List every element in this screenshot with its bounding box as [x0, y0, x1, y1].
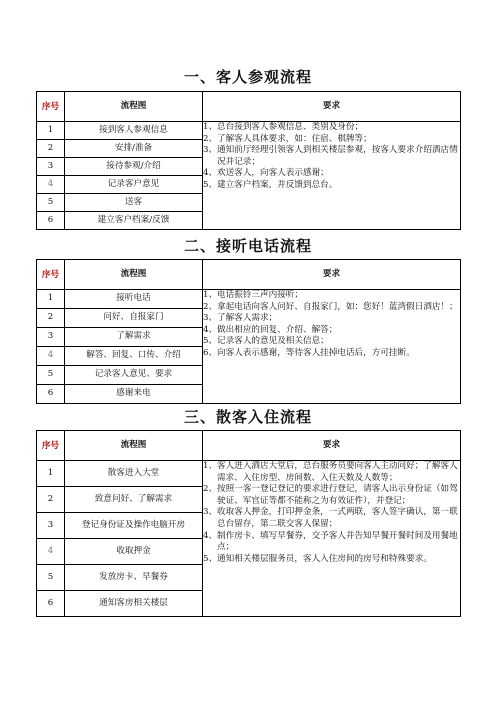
step-number: 3 [37, 158, 65, 176]
step-number: 2 [37, 309, 65, 328]
step-label: 了解需求 [65, 328, 203, 347]
requirement-item: 5、通知相关楼层服务员，客人入住房间的房号和特殊要求。 [203, 553, 432, 564]
checkin-flow-table [36, 430, 461, 617]
step-number: 6 [37, 385, 65, 404]
step-label: 记录客人意见、要求 [65, 366, 203, 385]
step-label: 收取押金 [65, 539, 203, 565]
header-flow: 流程图 [65, 431, 203, 461]
step-label: 通知客房相关楼层 [65, 591, 203, 617]
step-number: 1 [37, 290, 65, 309]
requirement-item: 4、做出相应的回复、介绍、解答； [203, 324, 338, 335]
step-label: 接听电话 [65, 290, 203, 309]
step-label: 致意问好、了解需求 [65, 487, 203, 513]
step-number: 6 [37, 212, 65, 230]
requirement-item: 3、了解客人需求； [203, 313, 278, 324]
step-label: 解答、回复、口传、介绍 [65, 347, 203, 366]
step-label: 发放房卡、早餐券 [65, 565, 203, 591]
header-req: 要求 [203, 260, 461, 290]
step-label: 问好、自报家门 [65, 309, 203, 328]
requirement-item: 2、了解客人具体要求，如：住宿、棋牌等； [203, 133, 372, 144]
requirement-item: 5、建立客户档案，并反馈到总台。 [203, 179, 338, 190]
section-title-phone: 二、接听电话流程 [183, 237, 312, 255]
requirements-cell [203, 290, 461, 404]
requirements-cell [203, 461, 461, 617]
header-flow: 流程图 [65, 92, 203, 122]
step-number: 6 [37, 591, 65, 617]
step-label: 送客 [65, 194, 203, 212]
requirements-cell [203, 122, 461, 230]
requirement-item: 1、电话振铃三声内接听； [203, 290, 303, 300]
requirement-item: 4、欢送客人，向客人表示感谢； [203, 168, 329, 179]
requirement-item: 3、通知前厅经理引领客人到相关楼层参观，按客人要求介绍酒店情况并记录； [203, 145, 458, 167]
requirement-item: 2、按照一客一登记登记的要求进行登记，请客人出示身份证（如驾驶证、军官证等都不能称之为有效证件），并登记； [203, 484, 458, 506]
requirement-item: 1、客人进入酒店大堂后，总台服务员要向客人主动问好；了解客人需求、入住房型、房间数、入住天数及人数等； [203, 461, 458, 483]
step-number: 5 [37, 366, 65, 385]
step-label: 建立客户档案/反馈 [65, 212, 203, 230]
section-title-visit: 一、客人参观流程 [183, 68, 312, 86]
header-flow: 流程图 [65, 260, 203, 290]
step-label: 安排/准备 [65, 140, 203, 158]
requirement-item: 5、记录客人的意见及相关信息； [203, 336, 329, 347]
step-number: 3 [37, 328, 65, 347]
step-label: 记录客户意见 [65, 176, 203, 194]
step-number: 5 [37, 194, 65, 212]
phone-flow-table [36, 259, 461, 404]
header-req: 要求 [203, 431, 461, 461]
requirement-item: 1、总台接到客人参观信息、类别及身份； [203, 122, 364, 132]
step-number: 1 [37, 461, 65, 487]
requirement-item: 6、向客人表示感谢，等待客人挂掉电话后，方可挂断。 [203, 347, 415, 358]
step-label: 散客进入大堂 [65, 461, 203, 487]
step-number: 4 [37, 539, 65, 565]
step-number: 1 [37, 122, 65, 140]
visit-flow-table [36, 91, 461, 230]
step-number: 4 [37, 176, 65, 194]
section-title-checkin: 三、散客入住流程 [183, 408, 312, 426]
header-seq: 序号 [37, 431, 65, 461]
step-number: 2 [37, 140, 65, 158]
step-number: 3 [37, 513, 65, 539]
step-number: 2 [37, 487, 65, 513]
requirement-item: 3、收取客人押金，打印押金条，一式两联，客人签字确认，第一联总台留存，第二联交客人保留； [203, 507, 458, 529]
step-number: 4 [37, 347, 65, 366]
step-label: 接到客人参观信息 [65, 122, 203, 140]
header-seq: 序号 [37, 92, 65, 122]
step-label: 接待参观/介绍 [65, 158, 203, 176]
step-label: 感谢来电 [65, 385, 203, 404]
header-req: 要求 [203, 92, 461, 122]
step-label: 登记身份证及操作电脑开房 [65, 513, 203, 539]
requirement-item: 4、制作房卡、填写早餐券，交予客人并告知早餐开餐时间及用餐地点； [203, 530, 458, 553]
requirement-item: 2、拿起电话向客人问好、自报家门，如：您好！蓝湾假日酒店！； [203, 301, 458, 312]
step-number: 5 [37, 565, 65, 591]
header-seq: 序号 [37, 260, 65, 290]
